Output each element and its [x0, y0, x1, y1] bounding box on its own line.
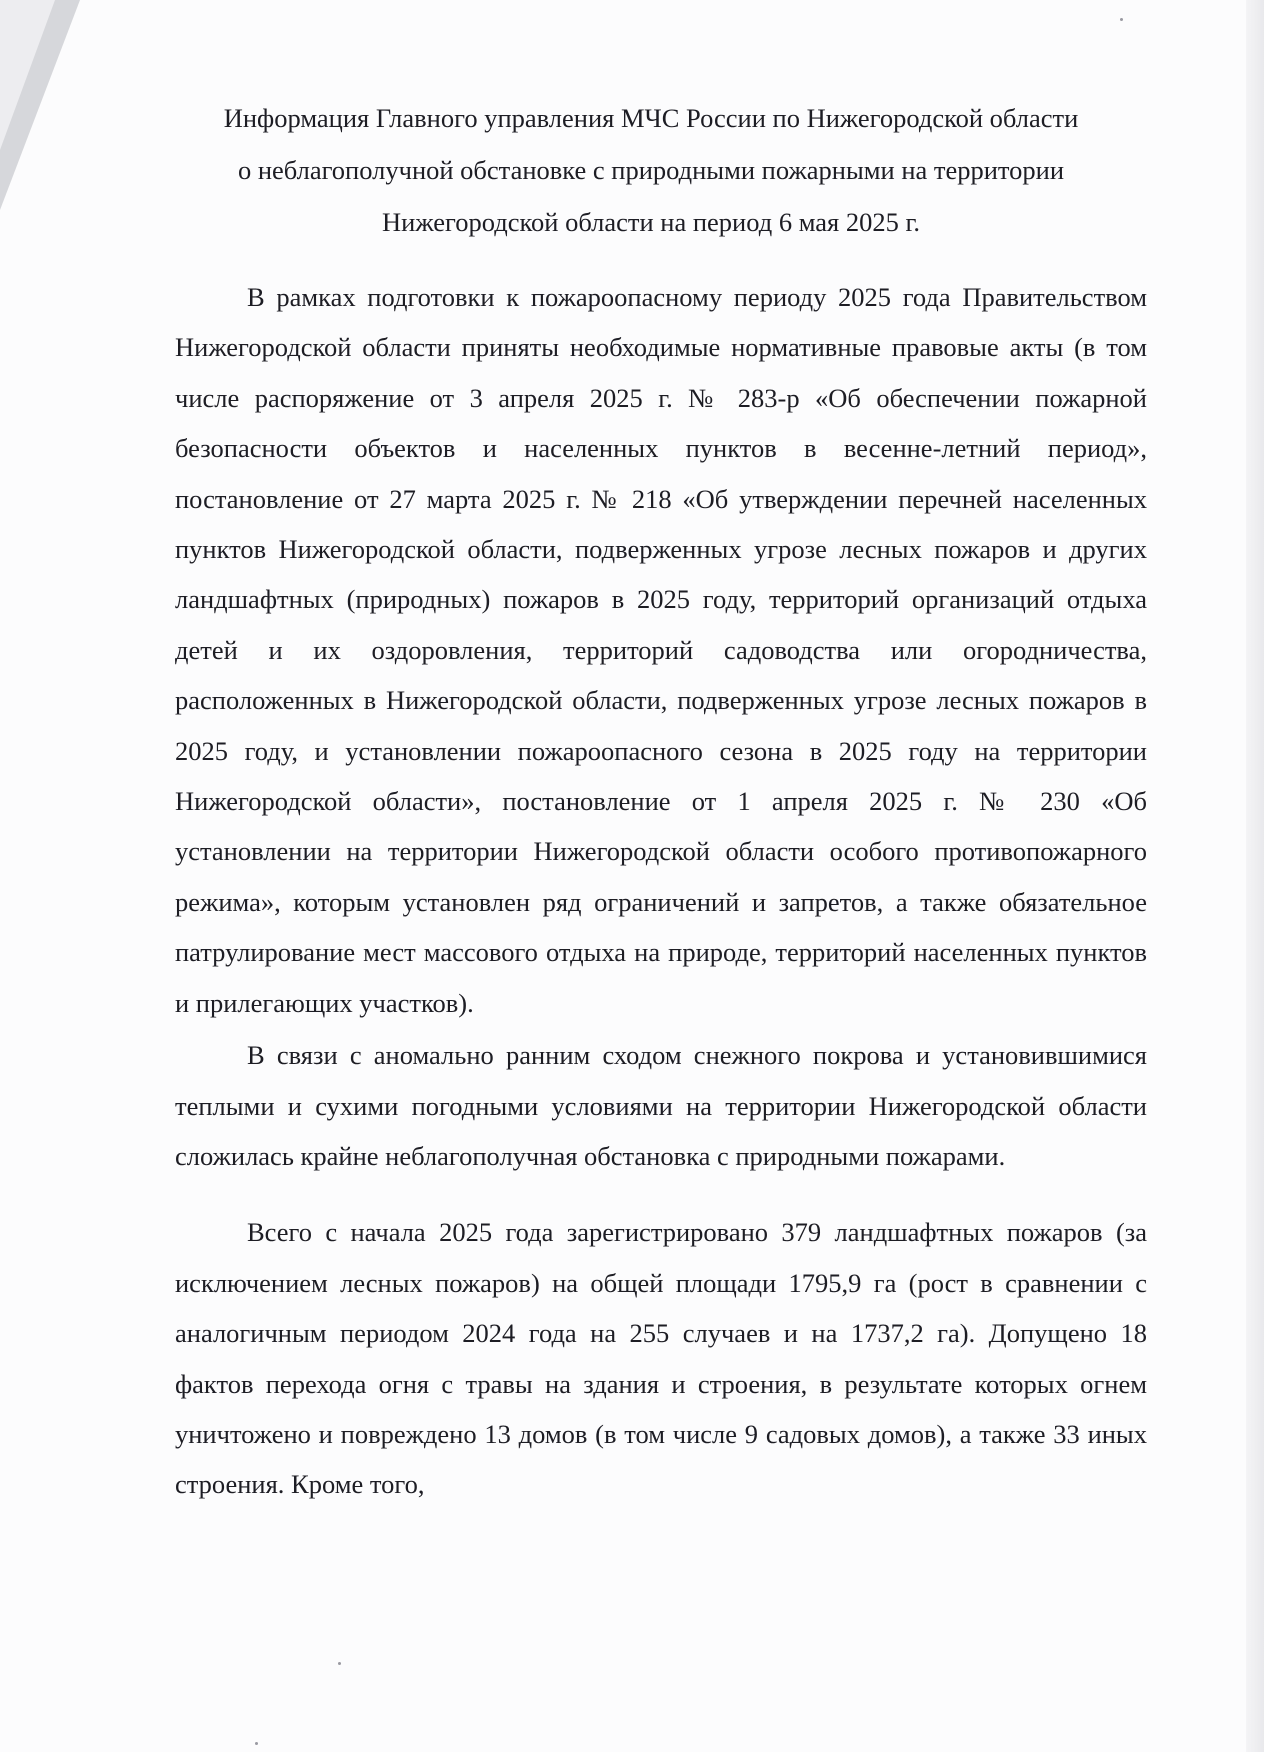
scan-speck	[338, 1662, 341, 1665]
paragraph-situation: В связи с аномально ранним сходом снежного покрова и установившимися теплыми и сухими погодными условиями на территории Нижегородской области сложилась крайне неблагополучная обстановка с природными пожарами.	[175, 1040, 1147, 1171]
scanner-edge-shadow	[1246, 0, 1264, 1752]
title-line-2: о неблагополучной обстановке с природными пожарными на территории	[237, 155, 1065, 185]
title-line-1: Информация Главного управления МЧС России по Нижегородской области	[223, 103, 1079, 133]
document-title	[170, 92, 1132, 248]
title-line-3: Нижегородской области на период 6 мая 2025 г.	[382, 207, 920, 237]
scan-speck	[1120, 18, 1123, 21]
paragraph-legal-acts: В рамках подготовки к пожароопасному периоду 2025 года Правительством Нижегородской области приняты необходимые нормативные правовые акты (в том числе распоряжение от 3 апреля 2025 г. № 283-р «Об обеспечении пожарной безопасности объектов и населенных пунктов в весенне-летний период», постановление от 27 марта 2025 г. № 218 «Об утверждении перечней населенных пунктов Нижегородской области, подверженных угрозе лесных пожаров и других ландшафтных (природных) пожаров в 2025 году, территорий организаций отдыха детей и их оздоровления, территорий садоводства или огородничества, расположенных в Нижегородской области, подверженных угрозе лесных пожаров в 2025 году, и установлении пожароопасного сезона в 2025 году на территории Нижегородской области», постановление от 1 апреля 2025 г. № 230 «Об установлении на территории Нижегородской области особого противопожарного режима», которым установлен ряд ограничений и запретов, а также обязательное патрулирование мест массового отдыха на природе, территорий населенных пунктов и прилегающих участков).	[175, 282, 1147, 1018]
document-body	[175, 272, 1147, 1510]
paragraph-statistics: Всего с начала 2025 года зарегистрировано 379 ландшафтных пожаров (за исключением лесных пожаров) на общей площади 1795,9 га (рост в сравнении с аналогичным периодом 2024 года на 255 случаев и на 1737,2 га). Допущено 18 фактов перехода огня с травы на здания и строения, в результате которых огнем уничтожено и повреждено 13 домов (в том числе 9 садовых домов), а также 33 иных строения. Кроме того,	[175, 1217, 1147, 1500]
folded-corner-highlight	[0, 0, 55, 150]
scan-speck	[255, 1742, 258, 1745]
